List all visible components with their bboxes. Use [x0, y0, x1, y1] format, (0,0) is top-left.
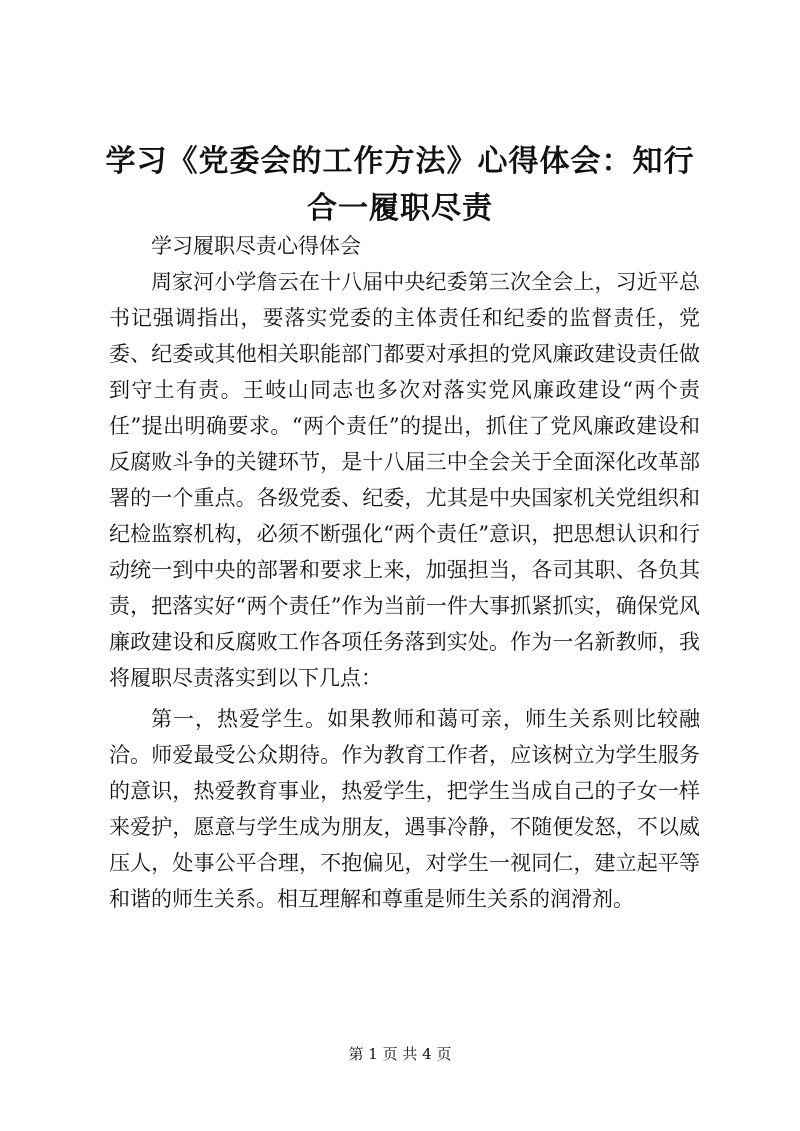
- document-body: [109, 228, 700, 917]
- page-footer: 第 1 页 共 4 页: [348, 1045, 452, 1063]
- body-paragraph: 周家河小学詹云在十八届中央纪委第三次全会上，习近平总书记强调指出，要落实党委的主体责任和纪委的监督责任，党委、纪委或其他相关职能部门都要对承担的党风廉政建设责任做到守土有责。王岐山同志也多次对落实党风廉政建设“两个责任”提出明确要求。“两个责任”的提出，抓住了党风廉政建设和反腐败斗争的关键环节，是十八届三中全会关于全面深化改革部署的一个重点。各级党委、纪委，尤其是中央国家机关党组织和纪检监察机构，必须不断强化“两个责任”意识，把思想认识和行动统一到中央的部署和要求上来，加强担当，各司其职、各负其责，把落实好“两个责任”作为当前一件大事抓紧抓实，确保党风廉政建设和反腐败工作各项任务落到实处。作为一名新教师，我将履职尽责落实到以下几点：: [109, 270, 700, 690]
- body-paragraph: 第一，热爱学生。如果教师和蔼可亲，师生关系则比较融洽。师爱最受公众期待。作为教育工作者，应该树立为学生服务的意识，热爱教育事业，热爱学生，把学生当成自己的子女一样来爱护，愿意与学生成为朋友，遇事冷静，不随便发怒，不以威压人，处事公平合理，不抱偏见，对学生一视同仁，建立起平等和谐的师生关系。相互理解和尊重是师生关系的润滑剂。: [109, 707, 700, 911]
- document-title: 学习《党委会的工作方法》心得体会：知行合一履职尽责: [105, 144, 695, 226]
- subtitle-paragraph: 学习履职尽责心得体会: [151, 234, 361, 258]
